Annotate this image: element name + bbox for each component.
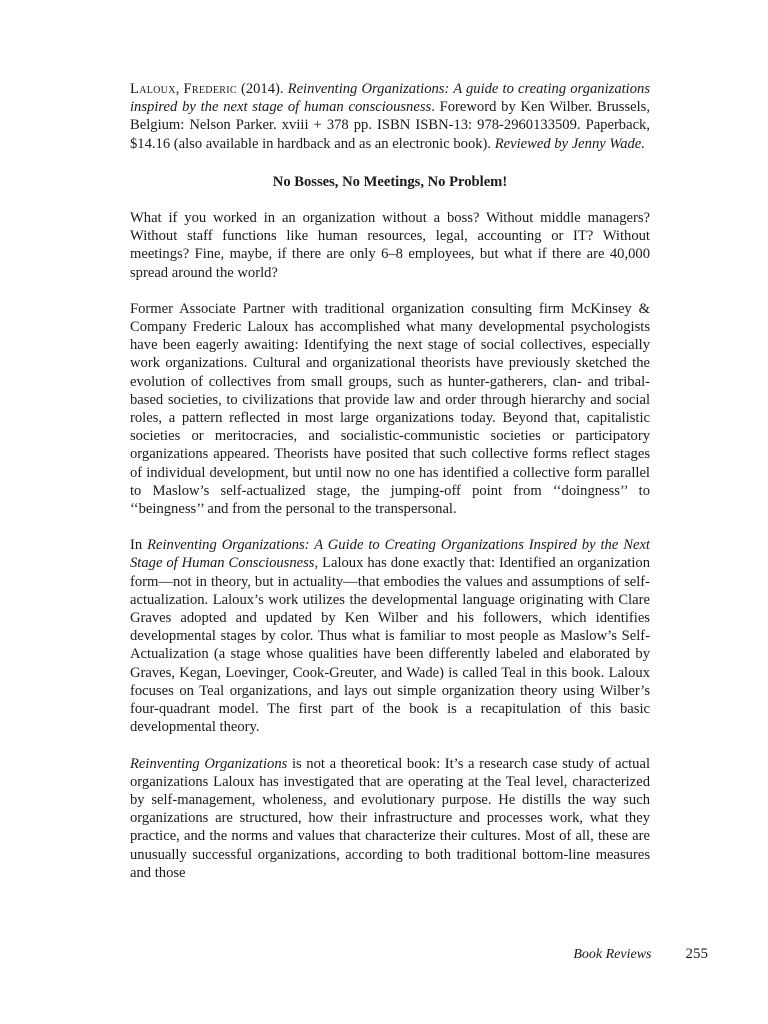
- author-surname: Laloux: [130, 81, 176, 97]
- paragraph-3: [130, 536, 650, 736]
- page-footer: [130, 946, 708, 963]
- review-title: No Bosses, No Meetings, No Problem!: [272, 173, 508, 190]
- paragraph-3-body: , Laloux has done exactly that: Identified an organization form—not in theory, but in actuality—that embodies the values and assumptions of self-actualization. Laloux’s work utilizes the developmental language originating with Clare Graves adopted and updated by Ken Wilber and his followers, which identifies developmental stages by color. Thus what is familiar to most people as Maslow’s Self-Actualization (a stage whose qualities have been differently labeled and elaborated by Graves, Kegan, Loevinger, Cook-Greuter, and Wade) is called Teal in this book. Laloux focuses on Teal organizations, and lays out simple organization theory using Wilber’s four-quadrant model. The first part of the book is a recapitulation of this basic developmental theory.: [130, 555, 650, 736]
- reviewer-credit: Reviewed by Jenny Wade.: [494, 135, 645, 152]
- book-citation: Laloux, Frederic (2014). Reinventing Organizations: A guide to creating organizations inspired by the next stage of human consciousness. Foreword by Ken Wilber. Brussels, Belgium: Nelson Parker. xviii + 378 pp. ISBN ISBN-13: 978-2960133509. Paperback, $14.16 (also available in hardback and as an electronic book). Reviewed by Jenny Wade.: [130, 81, 651, 152]
- paragraph-1: What if you worked in an organization without a boss? Without middle managers? Without staff functions like human resources, legal, accounting or IT? Without meetings? Fine, maybe, if there are only 6–8 employees, but what if there are 40,000 spread around the world?: [130, 210, 650, 281]
- page-number: 255: [685, 946, 708, 962]
- publication-details: . Foreword by Ken Wilber. Brussels, Belgium: Nelson Parker. xviii + 378 pp. ISBN ISBN-13: 978-2960133509. Paperback, $14.16 (also available in hardback and as an electronic book).: [130, 99, 650, 152]
- paragraph-4-body: is not a theoretical book: It’s a research case study of actual organizations Laloux has investigated that are operating at the Teal level, characterized by self-management, wholeness, and evolutionary purpose. He distills the way such organizations are structured, how their infrastructure and processes work, what they practice, and the norms and values that characterize their cultures. Most of all, these are unusually successful organizations, according to both traditional bottom-line measures and those: [130, 755, 650, 881]
- paragraph-4: [130, 755, 650, 882]
- page-body: [130, 80, 650, 900]
- running-footer-section: Book Reviews: [573, 947, 652, 962]
- book-title: Reinventing Organizations: A guide to creating organizations inspired by the next stage of human consciousness: [130, 81, 651, 116]
- paragraph-4-book-title: Reinventing Organizations: [130, 755, 288, 772]
- paragraph-3-book-title: Reinventing Organizations: A Guide to Creating Organizations Inspired by the Next Stage of Human Consciousness: [130, 537, 650, 572]
- paragraph-3-intro: In: [130, 537, 148, 554]
- author-given-name: Frederic: [183, 81, 237, 97]
- paragraph-2: Former Associate Partner with traditional organization consulting firm McKinsey & Company Frederic Laloux has accomplished what many developmental psychologists have been eagerly awaiting: Identifying the next stage of social collectives, especially work organizations. Cultural and organizational theorists have previously sketched the evolution of collectives from small groups, such as hunter-gatherers, clan- and tribal-based societies, to civilizations that provide law and order through hierarchy and social roles, a pattern reflected in most large organizations today. Beyond that, capitalistic societies or meritocracies, and socialistic-communistic societies or participatory organizations appeared. Theorists have posited that such collective forms reflect stages of individual development, but until now no one has identified a collective form parallel to Maslow’s self-actualized stage, the jumping-off point from ‘‘doingness’’ to ‘‘beingness’’ and from the personal to the transpersonal.: [130, 300, 650, 518]
- publication-year: (2014).: [240, 81, 284, 97]
